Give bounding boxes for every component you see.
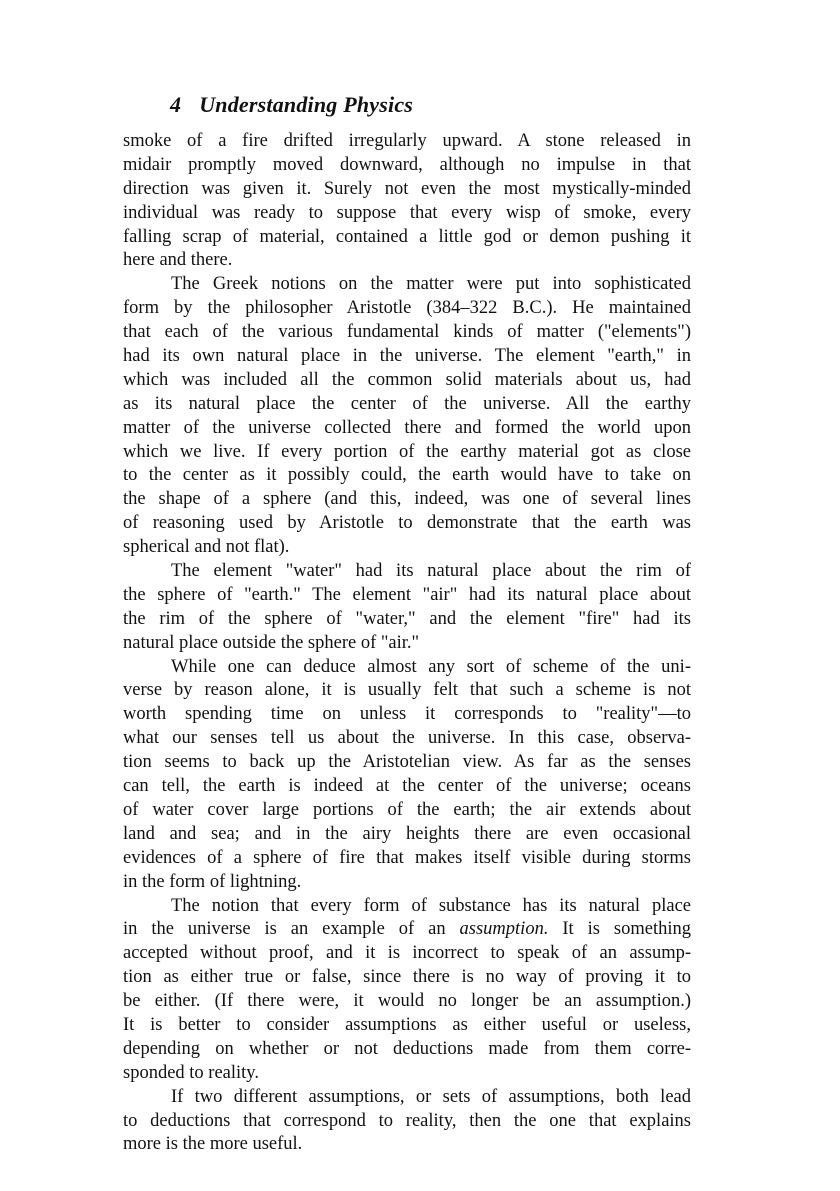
text-line: form by the philosopher Aristotle (384–322 B.C.). He maintained <box>123 298 691 319</box>
text-line: tion seems to back up the Aristotelian view. As far as the senses <box>123 752 691 773</box>
text-line: of reasoning used by Aristotle to demonstrate that the earth was <box>123 513 691 534</box>
text-line: be either. (If there were, it would no longer be an assumption.) <box>123 991 691 1012</box>
text-line: depending on whether or not deductions made from them corre- <box>123 1038 691 1059</box>
text-line: tion as either true or false, since there is no way of proving it to <box>123 967 691 988</box>
text-line: accepted without proof, and it is incorrect to speak of an assump- <box>123 943 691 964</box>
text-line: had its own natural place in the universe. The element "earth," in <box>123 346 691 367</box>
text-line: evidences of a sphere of fire that makes itself visible during storms <box>123 847 691 868</box>
body-text <box>123 130 691 1157</box>
text-line: the rim of the sphere of "water," and the element "fire" had its <box>123 608 691 629</box>
text-line: as its natural place the center of the universe. All the earthy <box>123 393 691 414</box>
italic-term: assumption. <box>459 919 549 940</box>
text-line: more is the more useful. <box>123 1134 303 1155</box>
text-line: The notion that every form of substance has its natural place <box>171 895 691 916</box>
text-line: smoke of a fire drifted irregularly upward. A stone released in <box>123 131 691 151</box>
text-line: The Greek notions on the matter were put into sophisticated <box>171 274 691 295</box>
text-line: which we live. If every portion of the earthy material got as close <box>123 441 691 462</box>
text-line: The element "water" had its natural place about the rim of <box>171 561 691 582</box>
text-line: what our senses tell us about the universe. In this case, observa- <box>123 728 691 749</box>
text-line: in the form of lightning. <box>123 871 302 892</box>
text-line: sponded to reality. <box>123 1062 259 1083</box>
text-line: worth spending time on unless it corresponds to "reality"—to <box>123 704 691 725</box>
text-line: natural place outside the sphere of "air." <box>123 632 420 653</box>
text-line: which was included all the common solid materials about us, had <box>123 369 691 390</box>
text-line: midair promptly moved downward, although no impulse in that <box>123 154 691 175</box>
text-segment: It is something <box>548 919 691 940</box>
text-line: matter of the universe collected there and formed the world upon <box>123 417 691 438</box>
text-line: of water cover large portions of the earth; the air extends about <box>123 799 691 820</box>
page-number: 4 <box>170 92 182 117</box>
text-line: can tell, the earth is indeed at the center of the universe; oceans <box>123 776 691 797</box>
text-line: spherical and not flat). <box>123 537 290 558</box>
running-title: Understanding Physics <box>199 92 414 117</box>
text-line: falling scrap of material, contained a little god or demon pushing it <box>123 226 691 247</box>
text-line: to deductions that correspond to reality, then the one that explains <box>123 1110 691 1131</box>
text-line: the sphere of "earth." The element "air" had its natural place about <box>123 584 691 605</box>
text-line: It is better to consider assumptions as either useful or useless, <box>123 1014 691 1035</box>
text-line: verse by reason alone, it is usually felt that such a scheme is not <box>123 680 691 701</box>
text-line: individual was ready to suppose that every wisp of smoke, every <box>123 202 691 223</box>
text-line: here and there. <box>123 250 233 271</box>
text-line: land and sea; and in the airy heights there are even occasional <box>123 823 691 844</box>
text-line: the shape of a sphere (and this, indeed, was one of several lines <box>123 489 691 510</box>
text-line: If two different assumptions, or sets of assumptions, both lead <box>171 1086 691 1107</box>
text-line: While one can deduce almost any sort of scheme of the uni- <box>171 656 691 677</box>
text-line: direction was given it. Surely not even the most mystically-minded <box>123 178 691 199</box>
running-head <box>170 92 413 118</box>
text-segment: in the universe is an example of an <box>123 919 460 940</box>
text-line <box>123 918 691 942</box>
text-line: to the center as it possibly could, the earth would have to take on <box>123 465 691 486</box>
text-line: that each of the various fundamental kinds of matter ("elements") <box>123 322 691 343</box>
